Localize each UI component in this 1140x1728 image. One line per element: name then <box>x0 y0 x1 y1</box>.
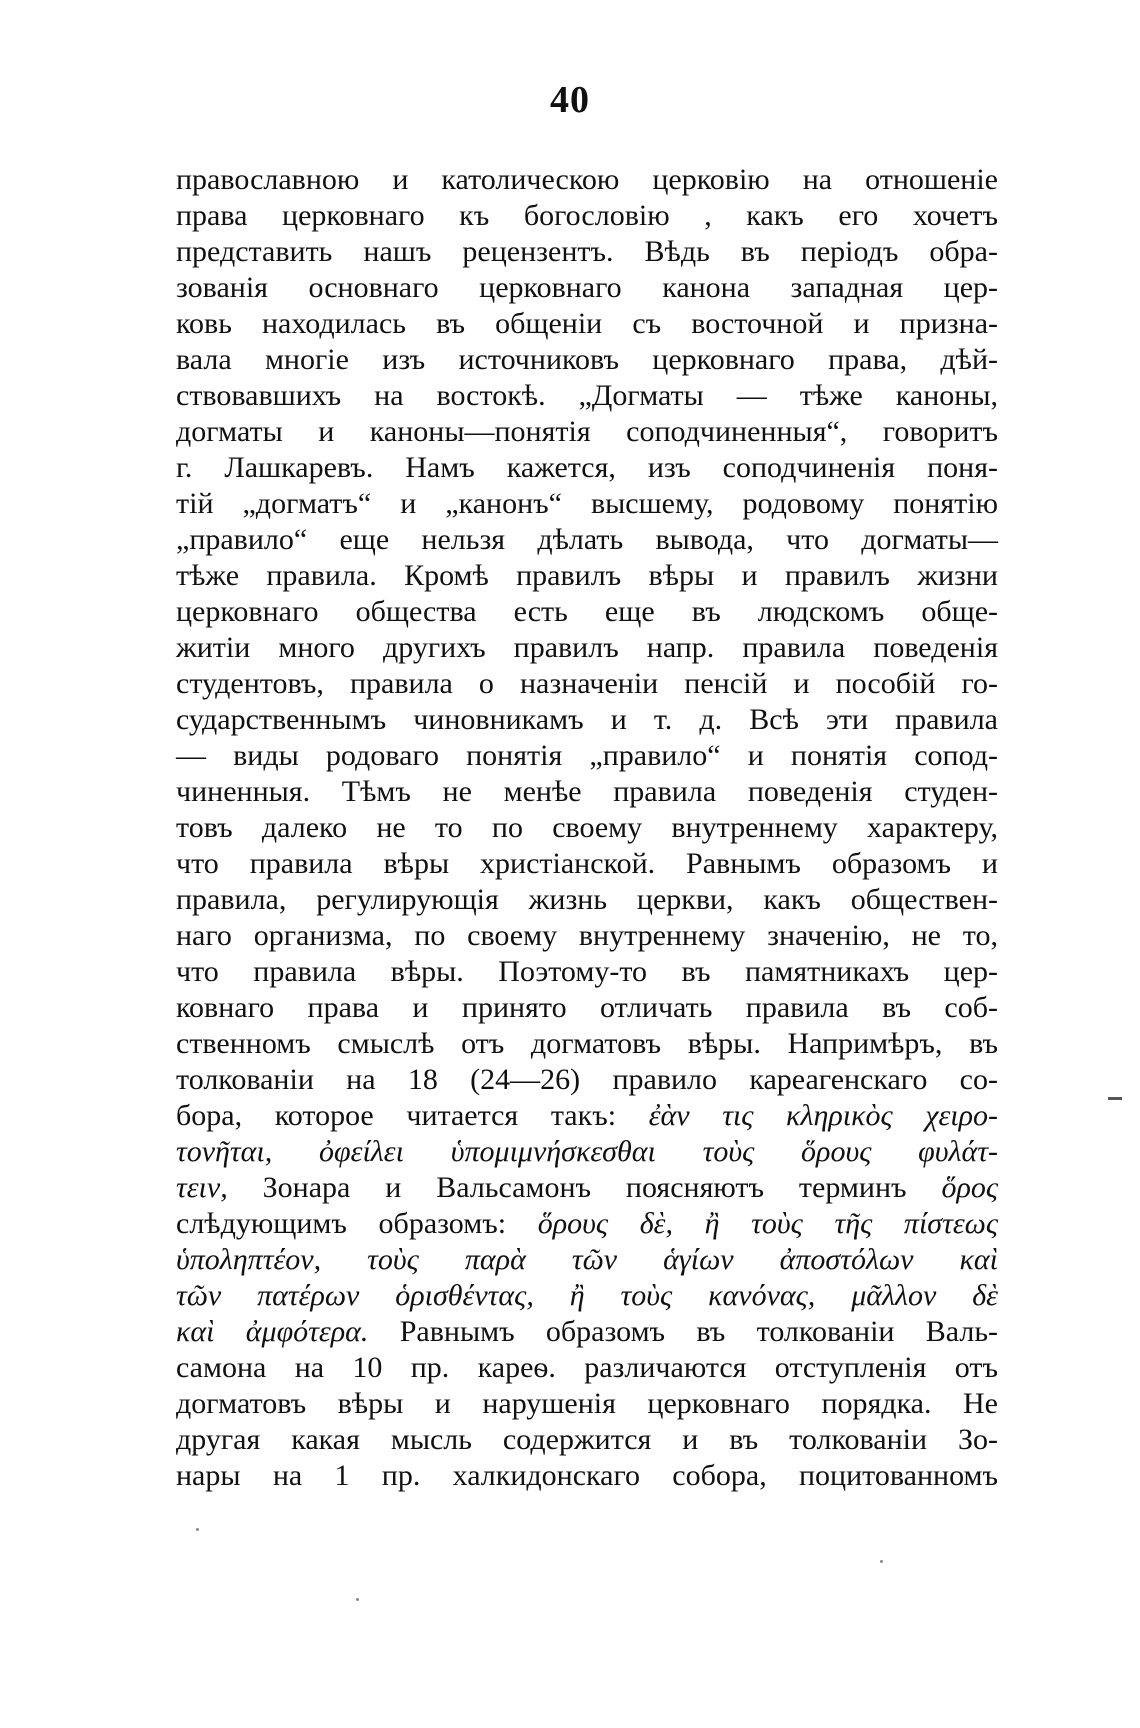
paper-speck <box>880 1560 883 1563</box>
text-line: что правила вѣры. Поэтому-то въ памятникахъ цер- <box>176 955 998 988</box>
text-fragment: Зонара и Вальсамонъ поясняютъ терминъ <box>262 1171 907 1204</box>
text-line: г. Лашкаревъ. Намъ кажется, изъ соподчиненія поня- <box>176 451 998 484</box>
text-line: самона на 10 пр. кареѳ. различаются отступленія отъ <box>176 1351 998 1384</box>
text-line <box>176 1206 998 1242</box>
text-line: что правила вѣры христіанской. Равнымъ образомъ и <box>176 847 998 880</box>
text-line: житіи много другихъ правилъ напр. правила поведенія <box>176 631 998 664</box>
text-line: православною и католическою церковію на отношеніе <box>176 163 998 196</box>
text-fragment: бора, которое читается такъ: <box>176 1099 617 1132</box>
margin-mark <box>1108 1097 1122 1100</box>
text-fragment: слѣдующимъ образомъ: <box>176 1207 507 1240</box>
greek-line: τονῆται, ὀφείλει ὑπομιμνήσκεσθαι τοὺς ὅρους φυλάτ- <box>176 1135 998 1168</box>
text-line: нары на 1 пр. халкидонскаго собора, поцитованномъ <box>176 1459 998 1492</box>
text-line: студентовъ, правила о назначеніи пенсій и пособій го- <box>176 667 998 700</box>
text-line <box>176 1314 998 1350</box>
greek-fragment: καὶ ἀμφότερα. <box>176 1315 369 1348</box>
greek-line: τῶν πατέρων ὁρισθέντας, ἢ τοὺς κανόνας, μᾶλλον δὲ <box>176 1279 998 1312</box>
paper-speck <box>356 1598 359 1601</box>
body-text <box>176 162 998 1494</box>
page-number: 40 <box>550 79 590 121</box>
text-line: — виды родоваго понятія „правило“ и понятія сопод- <box>176 739 998 772</box>
text-line <box>176 1170 998 1206</box>
text-line: ствовавшихъ на востокѣ. „Догматы — тѣже каноны, <box>176 379 998 412</box>
text-fragment: Равнымъ образомъ въ толкованіи Валь- <box>399 1315 999 1348</box>
greek-line: ὑποληπτέον, τοὺς παρὰ τῶν ἁγίων ἀποστόλων καὶ <box>176 1243 998 1276</box>
text-line: вала многіе изъ источниковъ церковнаго права, дѣй- <box>176 343 998 376</box>
text-line: тій „догматъ“ и „канонъ“ высшему, родовому понятію <box>176 487 998 520</box>
text-line: тѣже правила. Кромѣ правилъ вѣры и правилъ жизни <box>176 559 998 592</box>
greek-term: ὅρος <box>941 1171 999 1204</box>
text-line: церковнаго общества есть еще въ людскомъ обще- <box>176 595 998 628</box>
text-line: товъ далеко не то по своему внутреннему характеру, <box>176 811 998 844</box>
text-line: догматовъ вѣры и нарушенія церковнаго порядка. Не <box>176 1387 998 1420</box>
text-line: наго организма, по своему внутреннему значенію, не то, <box>176 919 998 952</box>
text-line <box>176 1098 998 1134</box>
text-line: представить нашъ рецензентъ. Вѣдь въ періодъ обра- <box>176 235 998 268</box>
text-line: толкованіи на 18 (24—26) правило кареагенскаго со- <box>176 1063 998 1096</box>
text-line: ковь находилась въ общеніи съ восточной и призна- <box>176 307 998 340</box>
text-line: „правило“ еще нельзя дѣлать вывода, что догматы— <box>176 523 998 556</box>
text-line: сударственнымъ чиновникамъ и т. д. Всѣ эти правила <box>176 703 998 736</box>
text-line: зованія основнаго церковнаго канона западная цер- <box>176 271 998 304</box>
paper-speck <box>196 1528 199 1531</box>
text-line: правила, регулирующія жизнь церкви, какъ обществен- <box>176 883 998 916</box>
text-line: ственномъ смыслѣ отъ догматовъ вѣры. Напримѣръ, въ <box>176 1027 998 1060</box>
greek-quote: ὅρους δὲ, ἢ τοὺς τῆς πίστεως <box>537 1207 999 1240</box>
text-line: чиненныя. Тѣмъ не менѣе правила поведенія студен- <box>176 775 998 808</box>
text-line: догматы и каноны—понятія соподчиненныя“, говоритъ <box>176 415 998 448</box>
text-line: другая какая мысль содержится и въ толкованіи Зо- <box>176 1423 998 1456</box>
text-line: ковнаго права и принято отличать правила въ соб- <box>176 991 998 1024</box>
greek-fragment: τειν, <box>176 1171 228 1204</box>
greek-quote: ἐὰν τις κληρικὸς χειρο- <box>648 1099 999 1132</box>
text-line: права церковнаго къ богословію , какъ его хочетъ <box>176 199 998 232</box>
